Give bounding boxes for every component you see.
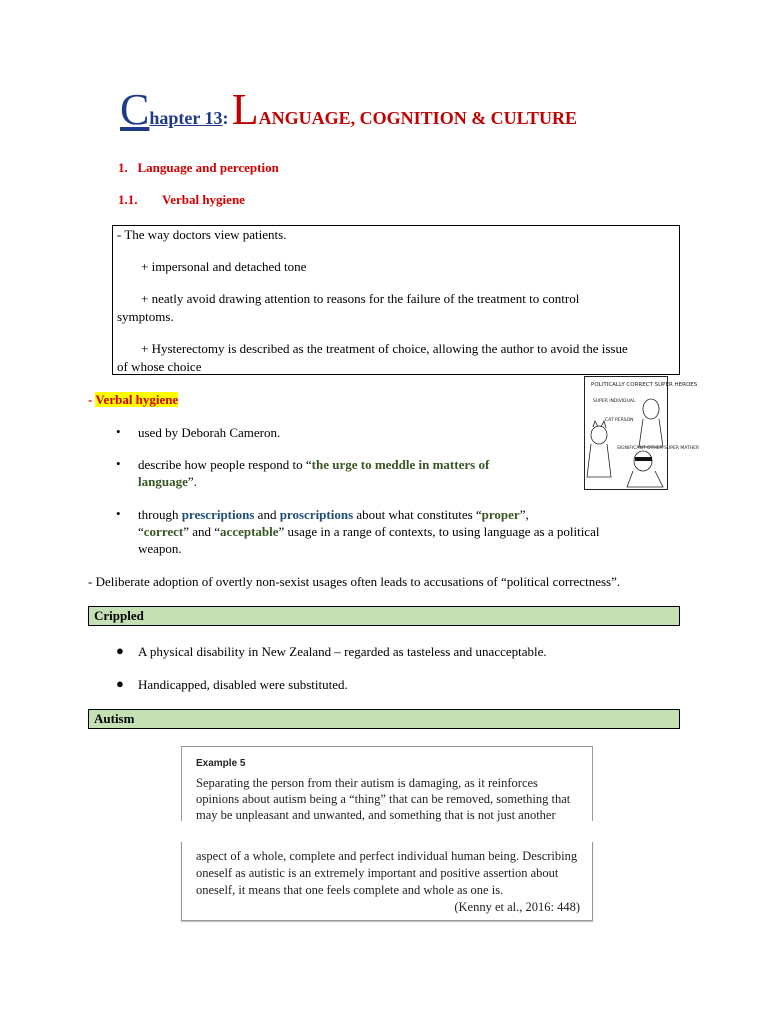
comic-label: SIGNIFICANT OTHER SUPER MATHER: [617, 446, 700, 451]
example-line: oneself as autistic is an extremely important and positive assertion about: [196, 866, 559, 880]
title-chapter: hapter 13: [149, 108, 223, 128]
example-line: Separating the person from their autism is damaging, as it reinforces: [196, 776, 538, 790]
box-line: + neatly avoid drawing attention to reasons for the failure of the treatment to control: [141, 291, 580, 306]
box-line: symptoms.: [117, 309, 174, 324]
verbal-hygiene-bullet-2: describe how people respond to “the urge to meddle in matters of: [138, 457, 490, 472]
section-heading-1: 1. Language and perception: [118, 160, 279, 175]
bullet-icon: •: [116, 456, 121, 471]
example-heading: Example 5: [196, 758, 246, 769]
verbal-hygiene-bullet-3: through prescriptions and proscriptions about what constitutes “proper”,: [138, 507, 529, 522]
crippled-heading: Crippled: [88, 606, 680, 626]
box-line: of whose choice: [117, 359, 202, 374]
crippled-bullet-1: A physical disability in New Zealand – regarded as tasteless and unacceptable.: [138, 644, 547, 659]
page-title: [120, 85, 578, 134]
comic-label: SUPER INDIVIDUAL: [593, 399, 636, 404]
example-line: may be unpleasant and unwanted, and something that is not just another: [196, 808, 556, 822]
political-correctness-comic: [584, 376, 700, 490]
bullet-icon: •: [116, 506, 121, 521]
example-quote-bottom: [181, 842, 593, 921]
bullet-icon: ●: [116, 643, 124, 658]
political-correctness-note: - Deliberate adoption of overtly non-sexist usages often leads to accusations of “political correctness”.: [88, 574, 621, 589]
verbal-hygiene-bullet-1: used by Deborah Cameron.: [138, 425, 281, 440]
comic-heading: POLITICALLY CORRECT SUPER HEROES: [591, 382, 698, 388]
verbal-hygiene-highlight: Verbal hygiene: [95, 392, 179, 407]
comic-label: CAT PERSON: [605, 418, 634, 423]
title-topic-initial: L: [231, 85, 259, 134]
box-line: - The way doctors view patients.: [117, 227, 287, 242]
box-line: + Hysterectomy is described as the treatment of choice, allowing the author to avoid the issue: [141, 341, 628, 356]
example-line: oneself, it means that one feels complete and whole as one is.: [196, 883, 504, 897]
title-topic: ANGUAGE, COGNITION & CULTURE: [258, 108, 578, 128]
doctors-note-box: [112, 225, 680, 375]
example-line: opinions about autism being a “thing” that can be removed, something that: [196, 792, 571, 806]
box-line: + impersonal and detached tone: [141, 259, 307, 274]
title-chapter-initial: C: [120, 85, 150, 134]
bullet-icon: ●: [116, 676, 124, 691]
bullet-icon: •: [116, 424, 121, 439]
autism-heading: Autism: [88, 709, 680, 729]
section-heading-1-1-number: 1.1.: [118, 192, 138, 207]
crippled-bullet-2: Handicapped, disabled were substituted.: [138, 677, 348, 692]
section-heading-1-1: Verbal hygiene: [162, 192, 245, 207]
example-citation: (Kenny et al., 2016: 448): [454, 900, 580, 914]
verbal-hygiene-bullet-3-end: weapon.: [138, 541, 182, 556]
verbal-hygiene-label: - Verbal hygiene: [88, 392, 179, 407]
example-line: aspect of a whole, complete and perfect individual human being. Describing: [196, 849, 578, 863]
example-quote-top: [181, 746, 593, 821]
verbal-hygiene-bullet-3-cont: “correct” and “acceptable” usage in a range of contexts, to using language as a political: [138, 524, 600, 539]
title-colon: :: [222, 108, 229, 128]
verbal-hygiene-bullet-2-cont: language”.: [138, 474, 197, 489]
